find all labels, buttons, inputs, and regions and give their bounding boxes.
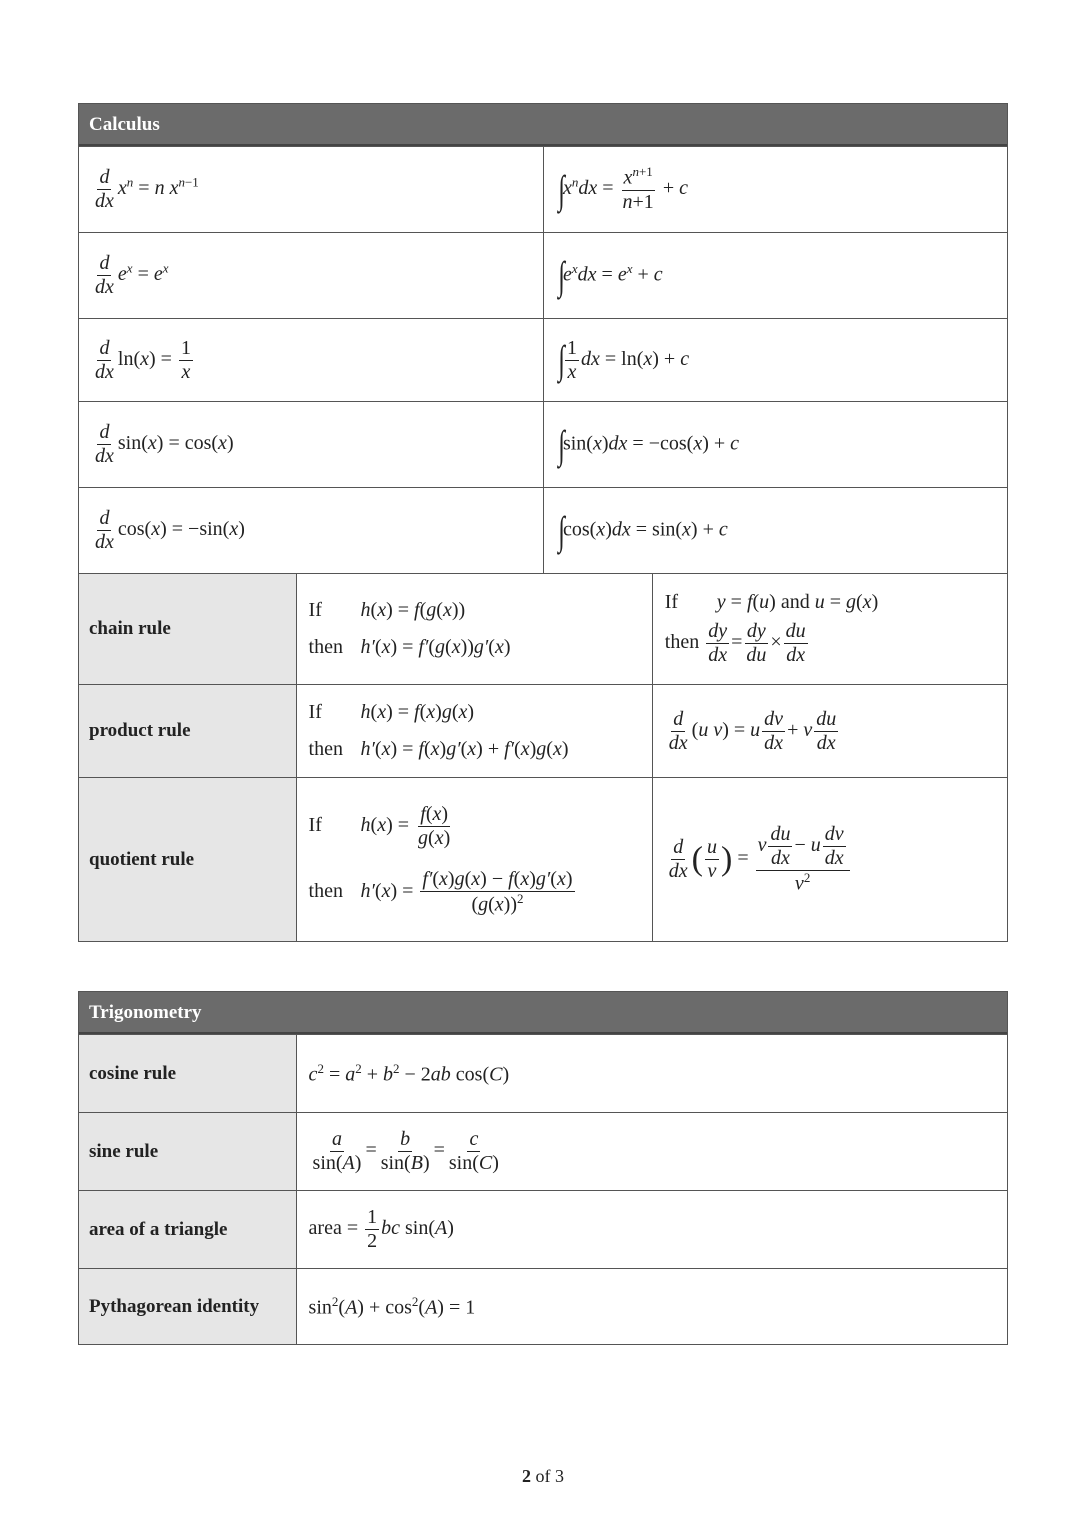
cosine-rule-formula: $c^2 = a^2 + b^2 - 2ab$ cos(C) — [296, 1035, 1007, 1112]
then-word: then — [308, 636, 343, 658]
chain-rule-row — [79, 573, 1007, 684]
cosine-rule-row — [79, 1034, 1007, 1112]
chain-rule-function-form: If h(x) = f(g(x)) then h′(x) = f′(g(x))g′(x) — [296, 574, 652, 684]
derivative-cos: $\frac{d}{dx}$ cos(x) = −sin(x) — [95, 507, 245, 553]
quotient-rule-leibniz-form: $\frac{d}{dx}$ ( $\frac{u}{v}$ ) = v $\frac{du}{dx}$ − u $\frac{dv}{dx}$ $v^2$ — [652, 778, 1007, 941]
product-rule-function-form: If h(x) = f(x)g(x) then h′(x) = f(x)g′(x) + f′(x)g(x) — [296, 685, 652, 777]
derivative-ln: $\frac{d}{dx}$ ln(x) = $\frac{1}{x}$ — [95, 336, 191, 383]
pythagorean-formula: $\sin^2(A) + \cos^2(A) = 1$ — [296, 1269, 1007, 1344]
if-word: If — [664, 591, 679, 613]
integral-sin: ∫sin(x)dx = −cos(x) + c — [543, 402, 1007, 487]
product-rule-label: product rule — [79, 685, 296, 777]
area-formula: area = $\frac{1}{2}$ bc sin(A) — [296, 1191, 1007, 1268]
derivative-exp: $\frac{d}{dx}$ $e^x = e^x$ — [95, 252, 169, 298]
calculus-table — [78, 103, 1008, 942]
product-rule-leibniz-form: $\frac{d}{dx}$ (u v) = u $\frac{dv}{dx}$ + v $\frac{du}{dx}$ — [652, 685, 1007, 777]
then-word: then — [664, 631, 700, 654]
quotient-rule-function-form: If h(x) = $\frac{f(x)}{g(x)}$ then h′(x) = $\frac{f'(x)g(x) - f(x)g'(x)}{(g(x))^2}$ — [296, 778, 652, 941]
table-row — [79, 318, 1007, 401]
current-page: 2 — [522, 1466, 531, 1486]
chain-rule-leibniz-form: If y = f(u) and u = g(x) then $\frac{dy}{dx}$ = $\frac{dy}{du}$ × $\frac{du}{dx}$ — [652, 574, 1007, 684]
integral-reciprocal: ∫ $\frac{1}{x}$ dx = ln(x) + c — [543, 319, 1007, 401]
derivative-sin: $\frac{d}{dx}$ sin(x) = cos(x) — [95, 421, 234, 467]
then-word: then — [308, 738, 343, 760]
area-row — [79, 1190, 1007, 1268]
pythagorean-label: Pythagorean identity — [79, 1269, 296, 1344]
page-number — [0, 1466, 1086, 1487]
page-total: of 3 — [535, 1466, 564, 1486]
quotient-rule-label: quotient rule — [79, 778, 296, 941]
if-word: If — [308, 701, 322, 723]
table-row — [79, 146, 1007, 232]
sine-rule-label: sine rule — [79, 1113, 296, 1190]
integral-cos: ∫cos(x)dx = sin(x) + c — [543, 488, 1007, 573]
product-rule-row — [79, 684, 1007, 777]
sine-rule-row — [79, 1112, 1007, 1190]
pythagorean-row — [79, 1268, 1007, 1344]
then-word: then — [308, 879, 343, 902]
chain-rule-label: chain rule — [79, 574, 296, 684]
quotient-rule-row — [79, 777, 1007, 941]
trigonometry-header: Trigonometry — [79, 992, 1007, 1034]
area-label: area of a triangle — [79, 1191, 296, 1268]
table-row — [79, 401, 1007, 487]
integral-exp: $\int e^xdx = e^x + c$ — [543, 233, 1007, 318]
derivative-power: $\frac{d}{dx}$ $x^n = n$ $x^{n-1}$ — [95, 166, 199, 212]
cosine-rule-label: cosine rule — [79, 1035, 296, 1112]
sine-rule-formula: $\frac{a}{\sin(A)}$ = $\frac{b}{\sin(B)}$ = $\frac{c}{\sin(C)}$ — [296, 1113, 1007, 1190]
if-word: If — [308, 813, 322, 836]
table-row — [79, 487, 1007, 573]
trigonometry-table — [78, 991, 1008, 1345]
if-word: If — [308, 599, 322, 621]
calculus-header: Calculus — [79, 104, 1007, 146]
table-row — [79, 232, 1007, 318]
integral-power: $\int x^ndx$ = $\frac{x^{n+1}}{n+1}$ + c — [543, 147, 1007, 232]
